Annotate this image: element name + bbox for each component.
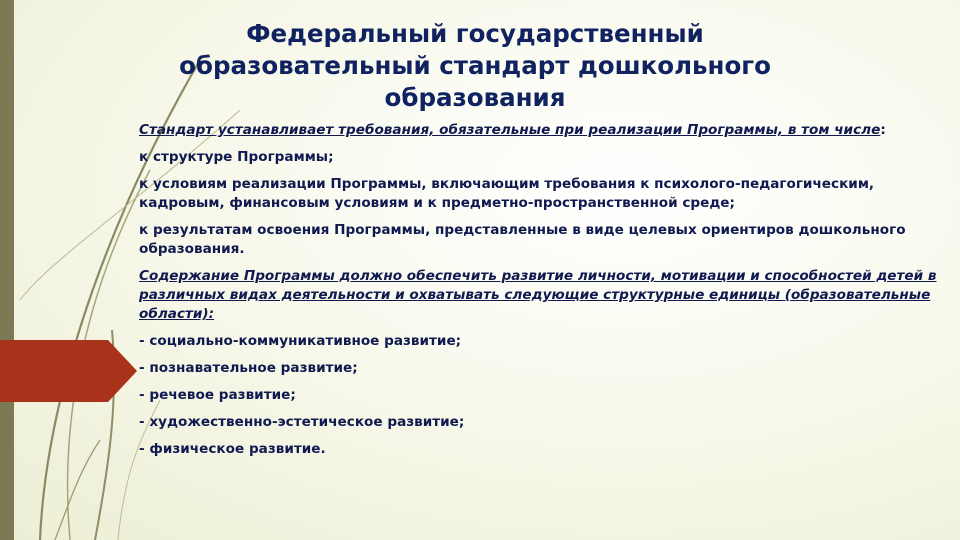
standard-intro-text: Стандарт устанавливает требования, обязательные при реализации Программы, в том числе	[139, 122, 881, 138]
area-artistic: - художественно-эстетическое развитие;	[139, 414, 465, 430]
standard-intro-colon: :	[880, 122, 886, 138]
requirement-conditions: к условиям реализации Программы, включающим требования к психолого-педагогическим, кадровым, финансовым условиям и к предметно-пространственной среде;	[139, 176, 875, 211]
standard-intro	[139, 121, 939, 140]
slide-title: Федеральный государственный образовательный стандарт дошкольного образования	[179, 19, 771, 112]
area-speech: - речевое развитие;	[139, 387, 296, 403]
area-physical: - физическое развитие.	[139, 441, 326, 457]
area-cognitive: - познавательное развитие;	[139, 360, 358, 376]
area-social: - социально-коммуникативное развитие;	[139, 333, 462, 349]
red-arrow-shape	[0, 340, 140, 402]
requirement-results: к результатам освоения Программы, представленные в виде целевых ориентиров дошкольного образования.	[139, 222, 906, 257]
content-intro: Содержание Программы должно обеспечить развитие личности, мотивации и способностей детей в различных видах деятельности и охватывать следующие структурные единицы (образовательные области):	[139, 268, 937, 322]
slide-content	[139, 121, 939, 467]
requirement-structure: к структуре Программы;	[139, 149, 334, 165]
